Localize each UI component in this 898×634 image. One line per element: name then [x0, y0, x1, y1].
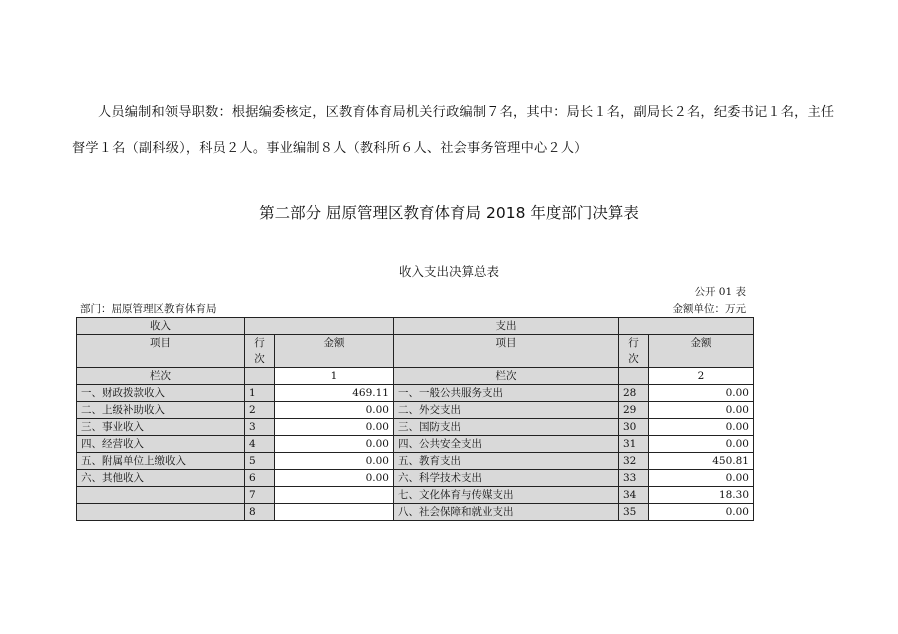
- expense-header: 支出: [394, 318, 619, 335]
- expense-item: 二、外交支出: [394, 402, 619, 419]
- column-number-row: [77, 368, 754, 385]
- income-item: 四、经营收入: [77, 436, 245, 453]
- expense-line-number: 33: [619, 470, 649, 487]
- income-line-number: 3: [245, 419, 275, 436]
- income-line-number: 6: [245, 470, 275, 487]
- table-row: [77, 385, 754, 402]
- income-amount: [275, 487, 394, 504]
- income-amount: 0.00: [275, 402, 394, 419]
- income-item: 六、其他收入: [77, 470, 245, 487]
- column-number-2: 2: [649, 368, 754, 385]
- income-amount: 0.00: [275, 470, 394, 487]
- expense-line-number: 31: [619, 436, 649, 453]
- expense-line-number: 29: [619, 402, 649, 419]
- unit-label: 金额单位：万元: [672, 303, 746, 315]
- part-title: 第二部分 屈原管理区教育体育局 2018 年度部门决算表: [259, 204, 639, 222]
- header-row-sections: [77, 318, 754, 335]
- income-amount-header: 金额: [275, 335, 394, 368]
- intro-paragraph: 人员编制和领导职数：根据编委核定，区教育体育局机关行政编制７名，其中：局长１名，副局长２名，纪委书记１名，主任督学１名（副科级），科员２人。事业编制８人（教科所６人、社会事务管理中心２人）: [72, 105, 835, 156]
- table-row: [77, 470, 754, 487]
- income-item: [77, 487, 245, 504]
- expense-item: 三、国防支出: [394, 419, 619, 436]
- income-amount: 469.11: [275, 385, 394, 402]
- expense-item: 七、文化体育与传媒支出: [394, 487, 619, 504]
- table-row: [77, 436, 754, 453]
- expense-amount: 18.30: [649, 487, 754, 504]
- report-code: 公开 01 表: [694, 286, 746, 298]
- income-line-header: 行 次: [245, 335, 275, 368]
- income-item-header: 项目: [77, 335, 245, 368]
- expense-line-number: 30: [619, 419, 649, 436]
- expense-amount-header: 金额: [649, 335, 754, 368]
- column-label-income: 栏次: [77, 368, 245, 385]
- column-number-1: 1: [275, 368, 394, 385]
- table-row: [77, 487, 754, 504]
- header-row-columns: [77, 335, 754, 368]
- expense-item: 四、公共安全支出: [394, 436, 619, 453]
- expense-amount: 0.00: [649, 385, 754, 402]
- income-amount: [275, 504, 394, 521]
- expense-item-header: 项目: [394, 335, 619, 368]
- expense-item: 一、一般公共服务支出: [394, 385, 619, 402]
- expense-amount: 0.00: [649, 436, 754, 453]
- income-item: 二、上级补助收入: [77, 402, 245, 419]
- expense-line-number: 35: [619, 504, 649, 521]
- report-title: 收入支出决算总表: [398, 264, 499, 279]
- department-label: 部门：屈原管理区教育体育局: [80, 303, 217, 315]
- income-line-number: 7: [245, 487, 275, 504]
- income-item: 一、财政拨款收入: [77, 385, 245, 402]
- table-row: [77, 419, 754, 436]
- expense-amount: 0.00: [649, 470, 754, 487]
- income-amount: 0.00: [275, 453, 394, 470]
- income-line-number: 5: [245, 453, 275, 470]
- expense-amount: 0.00: [649, 504, 754, 521]
- expense-line-header: 行 次: [619, 335, 649, 368]
- table-row: [77, 453, 754, 470]
- expense-item: 五、教育支出: [394, 453, 619, 470]
- expense-line-number: 28: [619, 385, 649, 402]
- expense-line-number: 34: [619, 487, 649, 504]
- expense-amount: 0.00: [649, 402, 754, 419]
- income-header: 收入: [77, 318, 245, 335]
- income-item: [77, 504, 245, 521]
- table-row: [77, 402, 754, 419]
- income-amount: 0.00: [275, 436, 394, 453]
- expense-amount: 0.00: [649, 419, 754, 436]
- column-label-expense: 栏次: [394, 368, 619, 385]
- expense-amount: 450.81: [649, 453, 754, 470]
- income-amount: 0.00: [275, 419, 394, 436]
- income-line-number: 2: [245, 402, 275, 419]
- income-line-number: 1: [245, 385, 275, 402]
- table-row: [77, 504, 754, 521]
- expense-item: 六、科学技术支出: [394, 470, 619, 487]
- income-expense-table: [76, 317, 754, 521]
- income-line-number: 4: [245, 436, 275, 453]
- expense-item: 八、社会保障和就业支出: [394, 504, 619, 521]
- income-item: 三、事业收入: [77, 419, 245, 436]
- income-line-number: 8: [245, 504, 275, 521]
- expense-line-number: 32: [619, 453, 649, 470]
- income-item: 五、附属单位上缴收入: [77, 453, 245, 470]
